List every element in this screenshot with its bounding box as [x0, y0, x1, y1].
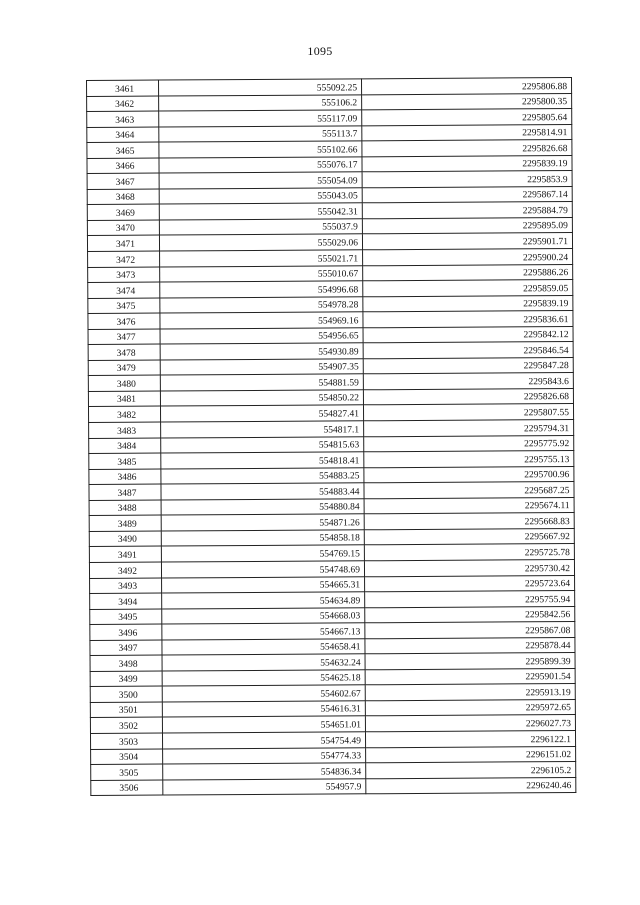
- point-id-cell: 3490: [89, 531, 161, 547]
- x-coordinate-cell: 555106.2: [159, 94, 362, 111]
- point-id-cell: 3483: [89, 422, 161, 438]
- x-coordinate-cell: 555113.7: [159, 125, 362, 142]
- y-coordinate-cell: 2295895.09: [362, 217, 572, 234]
- point-id-cell: 3505: [91, 764, 163, 780]
- x-coordinate-cell: 555042.31: [159, 203, 362, 220]
- x-coordinate-cell: 554907.35: [160, 359, 363, 376]
- y-coordinate-cell: 2295700.96: [364, 466, 574, 483]
- y-coordinate-cell: 2295884.79: [362, 202, 572, 219]
- x-coordinate-cell: 555117.09: [159, 110, 362, 127]
- page-number: 1095: [307, 44, 333, 58]
- x-coordinate-cell: 554632.24: [162, 654, 365, 671]
- point-id-cell: 3504: [91, 749, 163, 765]
- x-coordinate-cell: 555092.25: [159, 79, 362, 96]
- point-id-cell: 3466: [87, 158, 159, 174]
- y-coordinate-cell: 2296240.46: [366, 777, 576, 794]
- x-coordinate-cell: 554815.63: [161, 436, 364, 453]
- point-id-cell: 3491: [89, 546, 161, 562]
- y-coordinate-cell: 2295667.92: [364, 528, 574, 545]
- y-coordinate-cell: 2295853.9: [362, 171, 572, 188]
- x-coordinate-cell: 555029.06: [159, 234, 362, 251]
- point-id-cell: 3506: [91, 780, 163, 796]
- y-coordinate-cell: 2295839.19: [363, 295, 573, 312]
- x-coordinate-cell: 554850.22: [160, 390, 363, 407]
- point-id-cell: 3473: [88, 267, 160, 283]
- point-id-cell: 3485: [89, 453, 161, 469]
- point-id-cell: 3488: [89, 500, 161, 516]
- point-id-cell: 3484: [89, 438, 161, 454]
- x-coordinate-cell: 554883.25: [161, 467, 364, 484]
- x-coordinate-cell: 555054.09: [159, 172, 362, 189]
- point-id-cell: 3469: [87, 204, 159, 220]
- point-id-cell: 3494: [90, 593, 162, 609]
- point-id-cell: 3487: [89, 484, 161, 500]
- x-coordinate-cell: 555021.71: [160, 250, 363, 267]
- y-coordinate-cell: 2295842.12: [363, 326, 573, 343]
- y-coordinate-cell: 2295794.31: [364, 420, 574, 437]
- x-coordinate-cell: 554818.41: [161, 452, 364, 469]
- x-coordinate-cell: 554668.03: [162, 607, 365, 624]
- point-id-cell: 3481: [88, 391, 160, 407]
- point-id-cell: 3501: [90, 702, 162, 718]
- y-coordinate-cell: 2295807.55: [363, 404, 573, 421]
- x-coordinate-cell: 554748.69: [161, 561, 364, 578]
- y-coordinate-cell: 2295878.44: [365, 637, 575, 654]
- x-coordinate-cell: 554827.41: [160, 405, 363, 422]
- x-coordinate-cell: 554836.34: [163, 763, 366, 780]
- y-coordinate-cell: 2295843.6: [363, 373, 573, 390]
- y-coordinate-cell: 2295755.94: [365, 591, 575, 608]
- y-coordinate-cell: 2295775.92: [364, 435, 574, 452]
- x-coordinate-cell: 554634.89: [162, 592, 365, 609]
- y-coordinate-cell: 2295806.88: [361, 78, 571, 95]
- y-coordinate-cell: 2295972.65: [365, 699, 575, 716]
- x-coordinate-cell: 554930.89: [160, 343, 363, 360]
- point-id-cell: 3464: [87, 127, 159, 143]
- x-coordinate-cell: 554881.59: [160, 374, 363, 391]
- y-coordinate-cell: 2295814.91: [362, 124, 572, 141]
- y-coordinate-cell: 2295687.25: [364, 482, 574, 499]
- x-coordinate-cell: 555076.17: [159, 157, 362, 174]
- y-coordinate-cell: 2295859.05: [363, 280, 573, 297]
- x-coordinate-cell: 554978.28: [160, 296, 363, 313]
- point-id-cell: 3495: [90, 609, 162, 625]
- x-coordinate-cell: 555010.67: [160, 265, 363, 282]
- x-coordinate-cell: 554969.16: [160, 312, 363, 329]
- y-coordinate-cell: 2295755.13: [364, 451, 574, 468]
- y-coordinate-cell: 2295826.68: [363, 388, 573, 405]
- point-id-cell: 3478: [88, 344, 160, 360]
- y-coordinate-cell: 2295900.24: [363, 249, 573, 266]
- y-coordinate-cell: 2295901.71: [362, 233, 572, 250]
- point-id-cell: 3463: [87, 111, 159, 127]
- y-coordinate-cell: 2295723.64: [365, 575, 575, 592]
- x-coordinate-cell: 554651.01: [162, 716, 365, 733]
- y-coordinate-cell: 2295826.68: [362, 140, 572, 157]
- table-row: [91, 777, 576, 796]
- x-coordinate-cell: 554625.18: [162, 670, 365, 687]
- y-coordinate-cell: 2295867.08: [365, 622, 575, 639]
- coordinates-table: [86, 77, 576, 796]
- point-id-cell: 3470: [87, 220, 159, 236]
- x-coordinate-cell: 554996.68: [160, 281, 363, 298]
- point-id-cell: 3500: [90, 686, 162, 702]
- x-coordinate-cell: 554667.13: [162, 623, 365, 640]
- point-id-cell: 3465: [87, 142, 159, 158]
- point-id-cell: 3461: [87, 80, 159, 96]
- y-coordinate-cell: 2295805.64: [362, 109, 572, 126]
- x-coordinate-cell: 554616.31: [162, 701, 365, 718]
- point-id-cell: 3468: [87, 189, 159, 205]
- y-coordinate-cell: 2295730.42: [364, 559, 574, 576]
- table-body: [87, 78, 576, 796]
- y-coordinate-cell: 2295901.54: [365, 668, 575, 685]
- y-coordinate-cell: 2296151.02: [366, 746, 576, 763]
- x-coordinate-cell: 554957.9: [163, 778, 366, 795]
- point-id-cell: 3477: [88, 329, 160, 345]
- y-coordinate-cell: 2295800.35: [362, 93, 572, 110]
- x-coordinate-cell: 554658.41: [162, 638, 365, 655]
- x-coordinate-cell: 554871.26: [161, 514, 364, 531]
- point-id-cell: 3496: [90, 624, 162, 640]
- point-id-cell: 3472: [88, 251, 160, 267]
- y-coordinate-cell: 2295886.26: [363, 264, 573, 281]
- y-coordinate-cell: 2296105.2: [366, 762, 576, 779]
- y-coordinate-cell: 2295899.39: [365, 653, 575, 670]
- point-id-cell: 3482: [88, 407, 160, 423]
- point-id-cell: 3479: [88, 360, 160, 376]
- point-id-cell: 3476: [88, 313, 160, 329]
- y-coordinate-cell: 2295839.19: [362, 155, 572, 172]
- y-coordinate-cell: 2295847.28: [363, 357, 573, 374]
- y-coordinate-cell: 2295674.11: [364, 497, 574, 514]
- x-coordinate-cell: 554883.44: [161, 483, 364, 500]
- x-coordinate-cell: 554665.31: [162, 576, 365, 593]
- x-coordinate-cell: 554602.67: [162, 685, 365, 702]
- point-id-cell: 3475: [88, 298, 160, 314]
- point-id-cell: 3486: [89, 469, 161, 485]
- y-coordinate-cell: 2295913.19: [365, 684, 575, 701]
- x-coordinate-cell: 554956.65: [160, 328, 363, 345]
- point-id-cell: 3474: [88, 282, 160, 298]
- x-coordinate-cell: 554817.1: [161, 421, 364, 438]
- point-id-cell: 3492: [89, 562, 161, 578]
- point-id-cell: 3467: [87, 173, 159, 189]
- point-id-cell: 3480: [88, 375, 160, 391]
- y-coordinate-cell: 2296122.1: [365, 730, 575, 747]
- x-coordinate-cell: 554774.33: [163, 747, 366, 764]
- x-coordinate-cell: 554880.84: [161, 499, 364, 516]
- coordinates-table-wrapper: [86, 77, 576, 796]
- y-coordinate-cell: 2295846.54: [363, 342, 573, 359]
- y-coordinate-cell: 2295836.61: [363, 311, 573, 328]
- x-coordinate-cell: 555043.05: [159, 188, 362, 205]
- x-coordinate-cell: 554858.18: [161, 530, 364, 547]
- x-coordinate-cell: 554754.49: [162, 732, 365, 749]
- point-id-cell: 3498: [90, 655, 162, 671]
- y-coordinate-cell: 2295725.78: [364, 544, 574, 561]
- x-coordinate-cell: 555037.9: [159, 219, 362, 236]
- y-coordinate-cell: 2295668.83: [364, 513, 574, 530]
- x-coordinate-cell: 555102.66: [159, 141, 362, 158]
- point-id-cell: 3489: [89, 515, 161, 531]
- point-id-cell: 3462: [87, 96, 159, 112]
- y-coordinate-cell: 2295842.56: [365, 606, 575, 623]
- y-coordinate-cell: 2296027.73: [365, 715, 575, 732]
- point-id-cell: 3499: [90, 671, 162, 687]
- point-id-cell: 3497: [90, 640, 162, 656]
- point-id-cell: 3503: [90, 733, 162, 749]
- y-coordinate-cell: 2295867.14: [362, 186, 572, 203]
- point-id-cell: 3471: [87, 236, 159, 252]
- point-id-cell: 3493: [90, 578, 162, 594]
- x-coordinate-cell: 554769.15: [161, 545, 364, 562]
- point-id-cell: 3502: [90, 717, 162, 733]
